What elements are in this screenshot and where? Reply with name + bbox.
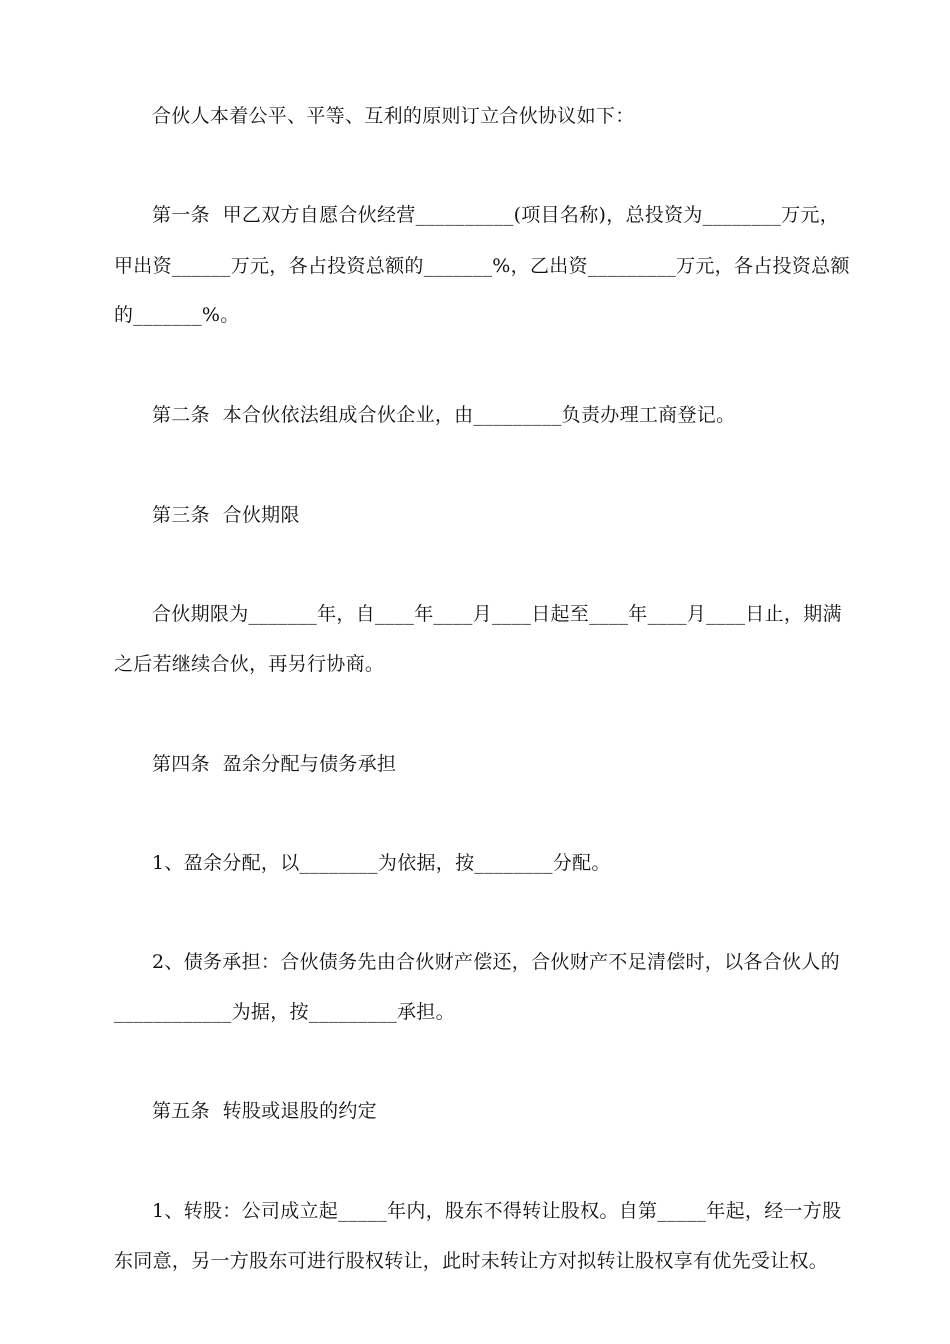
article-4-item-1: 1、盈余分配，以________为依据，按________分配。: [152, 852, 611, 874]
article-5-heading: 第五条 转股或退股的约定: [152, 1100, 377, 1122]
article-5-item-1-line-2: 东同意，另一方股东可进行股权转让，此时未转让方对拟转让股权享有优先受让权。: [114, 1250, 829, 1272]
article-4-item-2-line-2: ____________为据，按_________承担。: [114, 1001, 455, 1023]
article-1-line-1: 第一条 甲乙双方自愿合伙经营__________(项目名称)，总投资为________万元，: [152, 204, 840, 226]
article-3-heading: 第三条 合伙期限: [152, 504, 300, 526]
article-2-text: 第二条 本合伙依法组成合伙企业，由_________负责办理工商登记。: [152, 404, 736, 426]
intro-text: 合伙人本着公平、平等、互利的原则订立合伙协议如下：: [152, 105, 635, 127]
article-3-line-2: 之后若继续合伙，再另行协商。: [114, 653, 385, 675]
article-4-heading: 第四条 盈余分配与债务承担: [152, 753, 397, 775]
article-1-line-2: 甲出资______万元，各占投资总额的_______%，乙出资_________万元，各占投资总额: [114, 255, 850, 277]
article-1-line-3: 的_______%。: [114, 304, 240, 326]
article-3-line-1: 合伙期限为_______年，自____年____月____日起至____年____月____日止，期满: [152, 603, 842, 625]
article-4-item-2-line-1: 2、债务承担：合伙债务先由合伙财产偿还，合伙财产不足清偿时，以各合伙人的: [152, 951, 840, 973]
article-5-item-1-line-1: 1、转股：公司成立起_____年内，股东不得转让股权。自第_____年起，经一方股: [152, 1200, 842, 1222]
